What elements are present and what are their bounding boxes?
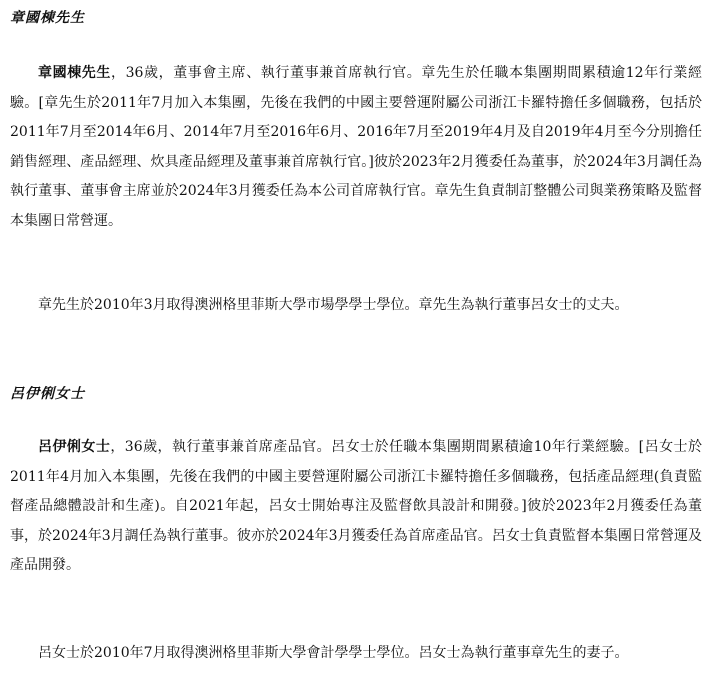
section-heading-zhang: 章國棟先生: [10, 10, 85, 26]
bio-paragraph-lv: [10, 433, 702, 581]
bio-lead-name-zhang: 章國棟先生: [38, 65, 111, 81]
section-heading-lv: 呂伊俐女士: [10, 386, 85, 402]
bio-text-zhang: ，36歲，董事會主席、執行董事兼首席執行官。章先生於任職本集團期間累積逾12年行業經驗。[章先生於2011年7月加入本集團，先後在我們的中國主要營運附屬公司浙江卡羅特擔任多個職務，包括於2011年7月至2014年6月、2014年7月至2016年6月、2016年7月至2019年4月及自2019年4月至今分別擔任銷售經理、產品經理、炊具產品經理及董事兼首席執行官。]彼於2023年2月獲委任為董事，於2024年3月調任為執行董事、董事會主席並於2024年3月獲委任為本公司首席執行官。章先生負責制訂整體公司與業務策略及監督本集團日常營運。: [10, 65, 702, 229]
bio-text-lv: ，36歲，執行董事兼首席產品官。呂女士於任職本集團期間累積逾10年行業經驗。[呂女士於2011年4月加入本集團，先後在我們的中國主要營運附屬公司浙江卡羅特擔任多個職務，包括產品經理(負責監督產品總體設計和生產)。自2021年起，呂女士開始專注及監督飲具設計和開發。]彼於2023年2月獲委任為董事，於2024年3月調任為執行董事。彼亦於2024年3月獲委任為首席產品官。呂女士負責監督本集團日常營運及產品開發。: [10, 439, 702, 574]
bio-paragraph-zhang: [10, 59, 702, 237]
education-paragraph-zhang: 章先生於2010年3月取得澳洲格里菲斯大學市場學學士學位。章先生為執行董事呂女士的丈夫。: [38, 297, 629, 313]
bio-lead-name-lv: 呂伊俐女士: [38, 439, 111, 455]
education-paragraph-lv: 呂女士於2010年7月取得澳洲格里菲斯大學會計學學士學位。呂女士為執行董事章先生的妻子。: [38, 645, 629, 661]
